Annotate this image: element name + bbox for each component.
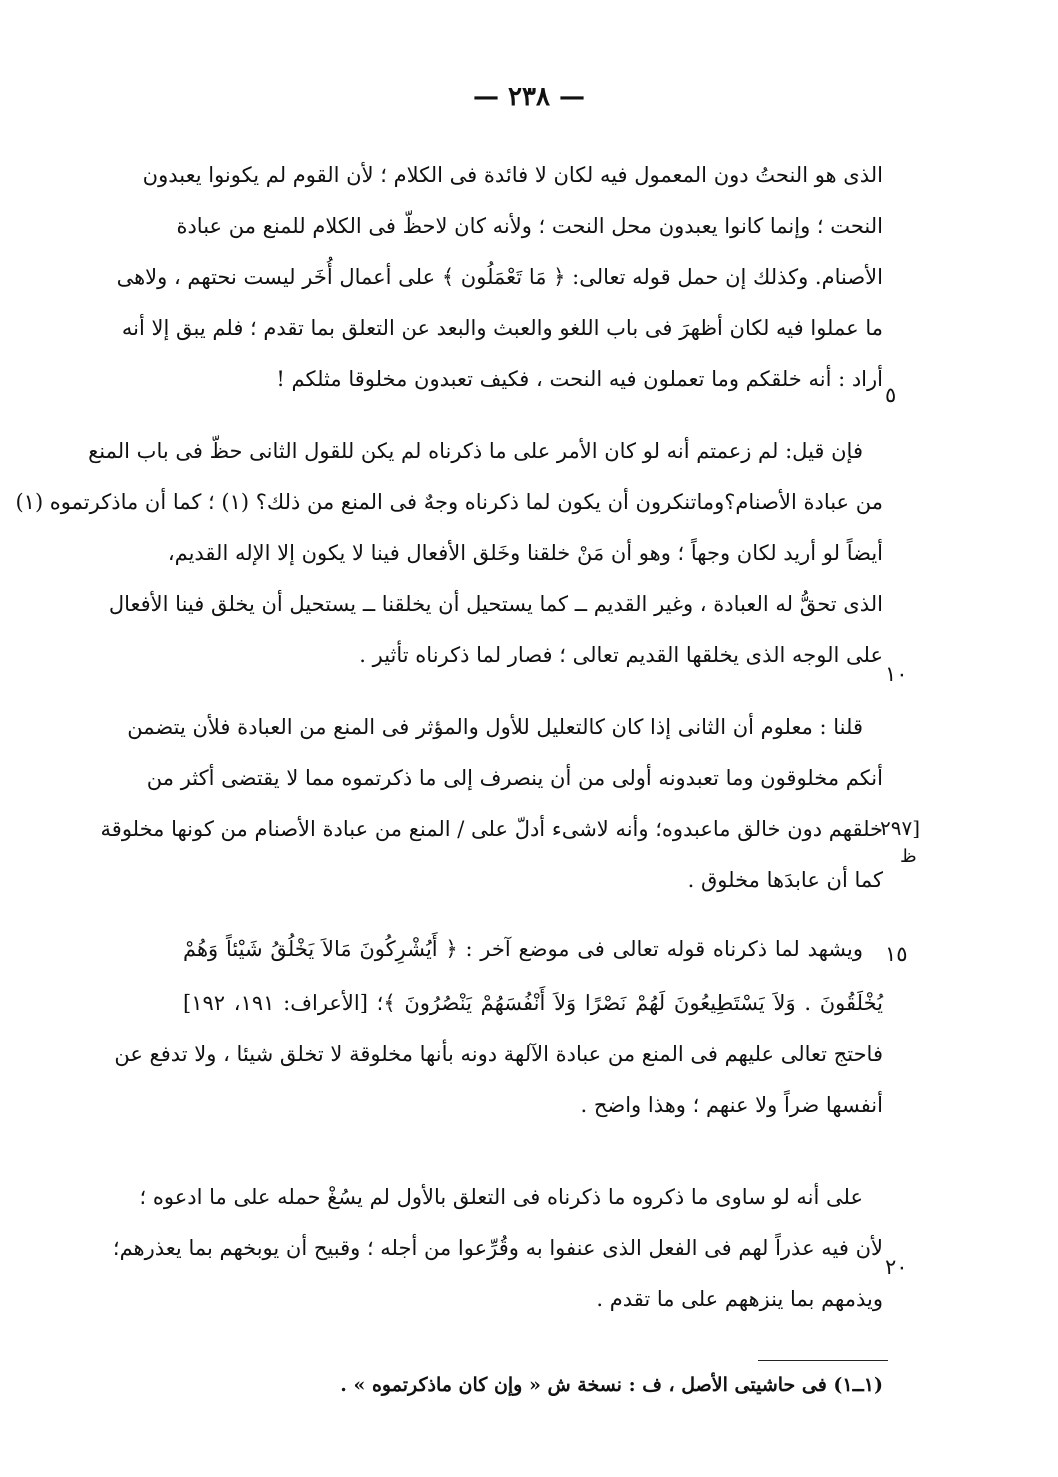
text-line: النحت ؛ وإنما كانوا يعبدون محل النحت ؛ ولأنه كان لاحظّ فى الكلام للمنع من عبادة [176,214,883,238]
text-line: الذى هو النحتُ دون المعمول فيه لكان لا فائدة فى الكلام ؛ لأن القوم لم يكونوا يعبدون [142,163,883,187]
text-line: ما عملوا فيه لكان أظهرَ فى باب اللغو والعبث والبعد عن التعلق بما تقدم ؛ فلم يبق إلا أنه [121,316,883,340]
text-line: ويشهد لما ذكرناه قوله تعالى فى موضع آخر : ﴿ أَيُشْرِكُونَ مَالاَ يَخْلُقُ شَيْئاً وَهُمْ [183,937,863,961]
text-line: الأصنام. وكذلك إن حمل قوله تعالى: ﴿ مَا تَعْمَلُون ﴾ على أعمال أُخَر ليست نحتهم ، ولاهى [116,265,883,289]
footnote-divider [758,1360,888,1361]
text-line: على الوجه الذى يخلقها القديم تعالى ؛ فصار لما ذكرناه تأثير . [359,643,883,667]
text-line: الذى تحقُّ له العبادة ، وغير القديم ــ كما يستحيل أن يخلقنا ــ يستحيل أن يخلق فينا الأفعال [108,592,883,616]
line-number: ٥ [885,383,897,407]
text-line: لأن فيه عذراً لهم فى الفعل الذى عنفوا به وقُرِّعوا من أجله ؛ وقبيح أن يوبخهم بما يعذرهم؛ [112,1236,883,1260]
folio-marker: [٢٩٧ [880,816,921,840]
text-line: قلنا : معلوم أن الثانى إذا كان كالتعليل للأول والمؤثر فى المنع من العبادة فلأن يتضمن [127,715,863,739]
text-line: فاحتج تعالى عليهم فى المنع من عبادة الآلهة دونه بأنها مخلوقة لا تخلق شيئا ، ولا تدفع عن [114,1042,883,1066]
line-number: ١٠ [885,662,908,686]
text-line: أراد : أنه خلقكم وما تعملون فيه النحت ، فكيف تعبدون مخلوقا مثلكم ! [276,367,883,391]
text-line: أيضاً لو أريد لكان وجهاً ؛ وهو أن مَنْ خلقنا وخَلق الأفعال فينا لا يكون إلا الإله القديم، [167,541,883,565]
line-number: ٢٠ [885,1255,908,1279]
text-line: من عبادة الأصنام؟وماتنكرون أن يكون لما ذكرناه وجهٌ فى المنع من ذلك؟ (١) ؛ كما أن ماذكرتموه (١) [15,490,883,514]
text-line: يُخْلَقُونَ . وَلاَ يَسْتَطِيعُونَ لَهُمْ نَصْرًا وَلاَ أَنْفُسَهُمْ يَنْصُرُونَ ﴾؛ [الأعراف: ١٩١، ١٩٢] [183,991,884,1015]
page-number: — ٢٣٨ — [472,82,586,112]
text-line: أنفسها ضراً ولا عنهم ؛ وهذا واضح . [580,1093,883,1117]
text-line: كما أن عابدَها مخلوق . [687,868,883,892]
folio-side: ظ [900,846,917,867]
text-line: أنكم مخلوقون وما تعبدونه أولى من أن ينصرف إلى ما ذكرتموه مما لا يقتضى أكثر من [146,766,883,790]
footnote: (١ــ١) فى حاشيتى الأصل ، ف : نسخة ش « وإن كان ماذكرتموه » . [340,1374,883,1396]
text-line: ويذمهم بما ينزههم على ما تقدم . [596,1287,883,1311]
text-line: فإن قيل: لم زعمتم أنه لو كان الأمر على ما ذكرناه لم يكن للقول الثانى حظّ فى باب المنع [88,439,863,463]
text-line: خلقهم دون خالق ماعبدوه؛ وأنه لاشىء أدلّ على / المنع من عبادة الأصنام من كونها مخلوقة [100,817,883,841]
line-number: ١٥ [885,942,908,966]
text-line: على أنه لو ساوى ما ذكروه ما ذكرناه فى التعلق بالأول لم يسُغْ حمله على ما ادعوه ؛ [139,1185,863,1209]
